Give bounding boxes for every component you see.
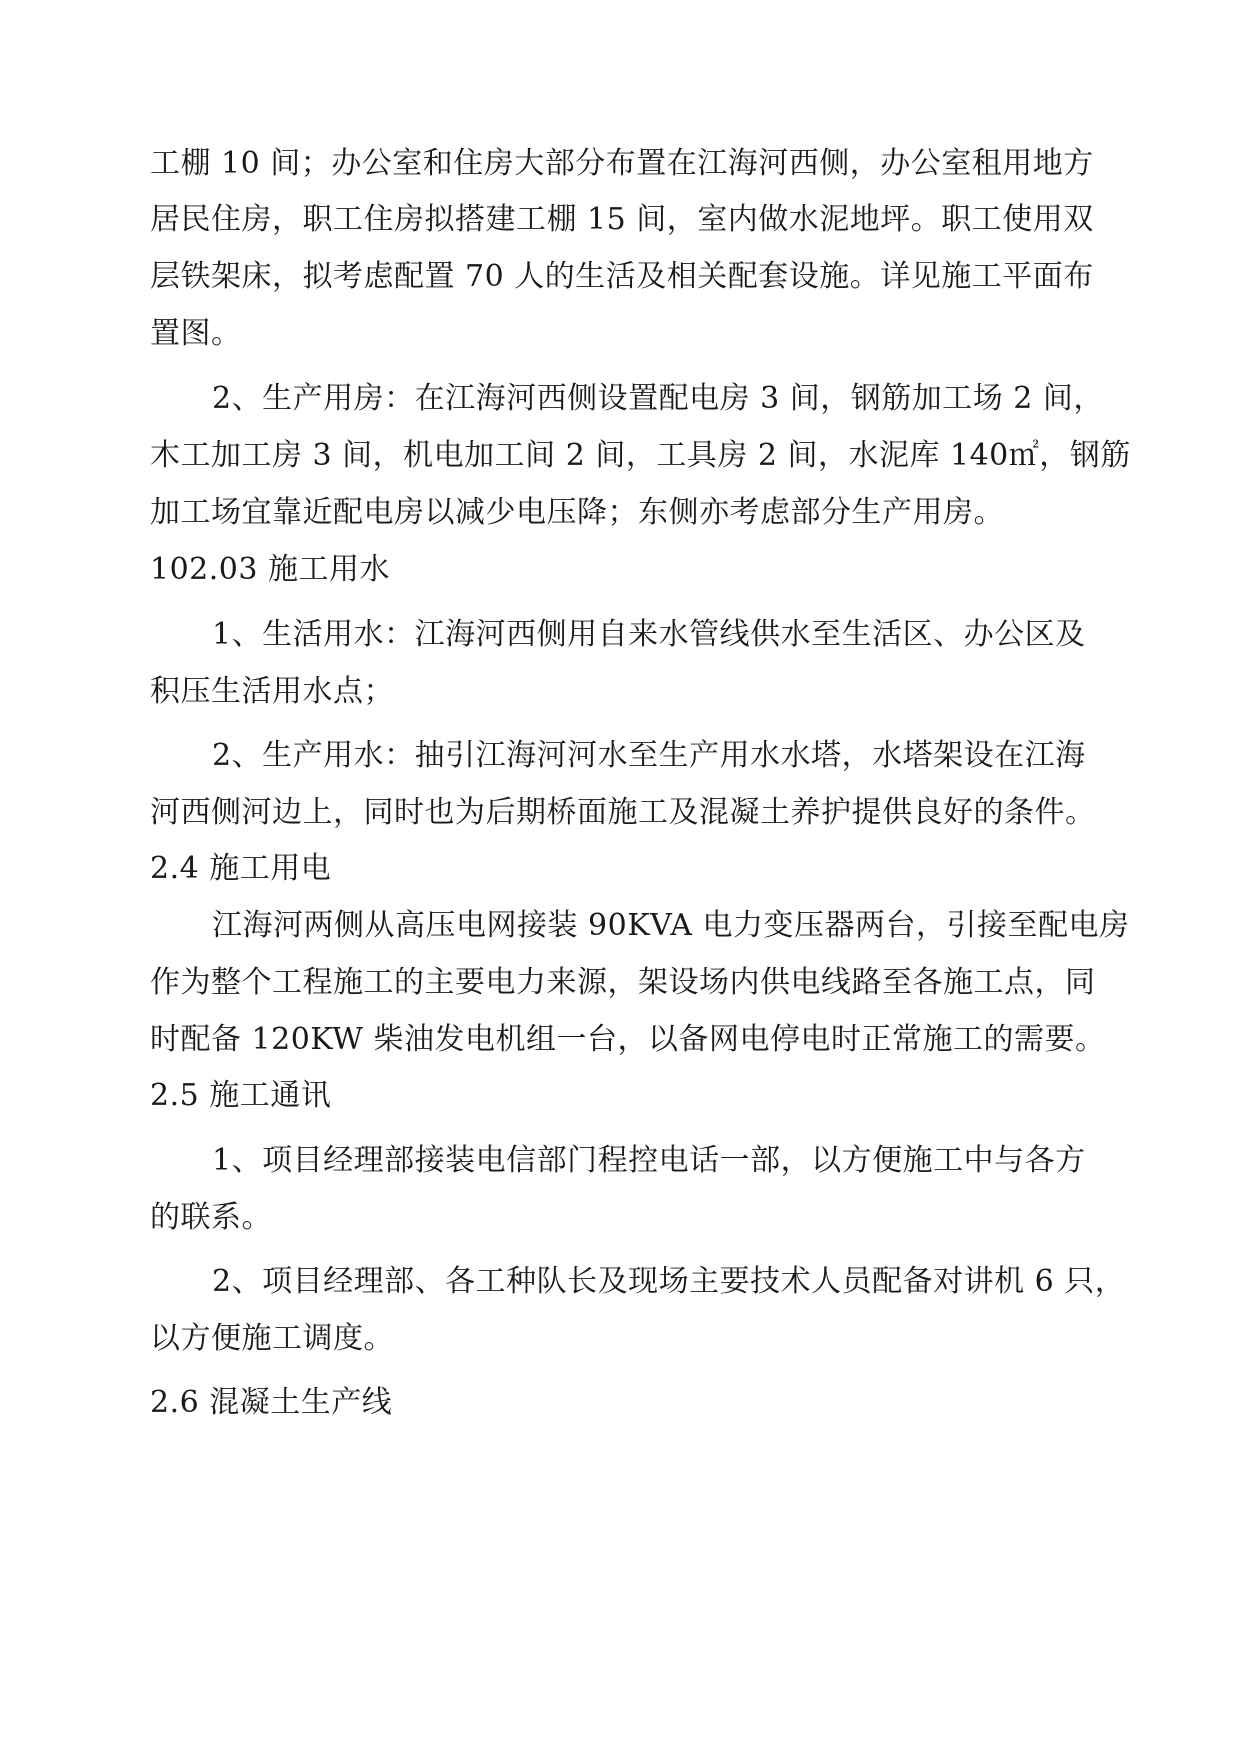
paragraph-line: 工棚 10 间；办公室和住房大部分布置在江海河西侧，办公室租用地方 bbox=[150, 146, 1094, 181]
paragraph-line: 2、项目经理部、各工种队长及现场主要技术人员配备对讲机 6 只， bbox=[212, 1264, 1126, 1299]
paragraph-line: 以方便施工调度。 bbox=[150, 1321, 394, 1356]
paragraph-line: 加工场宜靠近配电房以减少电压降；东侧亦考虑部分生产用房。 bbox=[150, 495, 1004, 530]
section-heading: 2.5 施工通讯 bbox=[150, 1078, 332, 1113]
paragraph-line: 的联系。 bbox=[150, 1200, 272, 1235]
paragraph-line: 2、生产用房：在江海河西侧设置配电房 3 间，钢筋加工场 2 间， bbox=[212, 381, 1104, 416]
paragraph-line: 1、生活用水：江海河西侧用自来水管线供水至生活区、办公区及 bbox=[212, 617, 1086, 652]
paragraph-line: 木工加工房 3 间，机电加工间 2 间，工具房 2 间，水泥库 140㎡，钢筋 bbox=[150, 438, 1131, 473]
paragraph-line: 江海河两侧从高压电网接装 90KVA 电力变压器两台，引接至配电房 bbox=[212, 908, 1130, 943]
paragraph-line: 层铁架床，拟考虑配置 70 人的生活及相关配套设施。详见施工平面布 bbox=[150, 259, 1094, 294]
section-heading: 2.4 施工用电 bbox=[150, 851, 332, 886]
paragraph-line: 时配备 120KW 柴油发电机组一台，以备网电停电时正常施工的需要。 bbox=[150, 1022, 1106, 1057]
paragraph-line: 1、项目经理部接装电信部门程控电话一部，以方便施工中与各方 bbox=[212, 1143, 1086, 1178]
section-heading: 102.03 施工用水 bbox=[150, 552, 391, 587]
paragraph-line: 积压生活用水点； bbox=[150, 674, 394, 709]
paragraph-line: 居民住房，职工住房拟搭建工棚 15 间，室内做水泥地坪。职工使用双 bbox=[150, 202, 1094, 237]
paragraph-line: 置图。 bbox=[150, 316, 242, 351]
paragraph-line: 河西侧河边上，同时也为后期桥面施工及混凝土养护提供良好的条件。 bbox=[150, 795, 1096, 830]
section-heading: 2.6 混凝土生产线 bbox=[150, 1385, 393, 1420]
paragraph-line: 2、生产用水：抽引江海河河水至生产用水水塔，水塔架设在江海 bbox=[212, 738, 1086, 773]
paragraph-line: 作为整个工程施工的主要电力来源，架设场内供电线路至各施工点，同 bbox=[150, 965, 1096, 1000]
